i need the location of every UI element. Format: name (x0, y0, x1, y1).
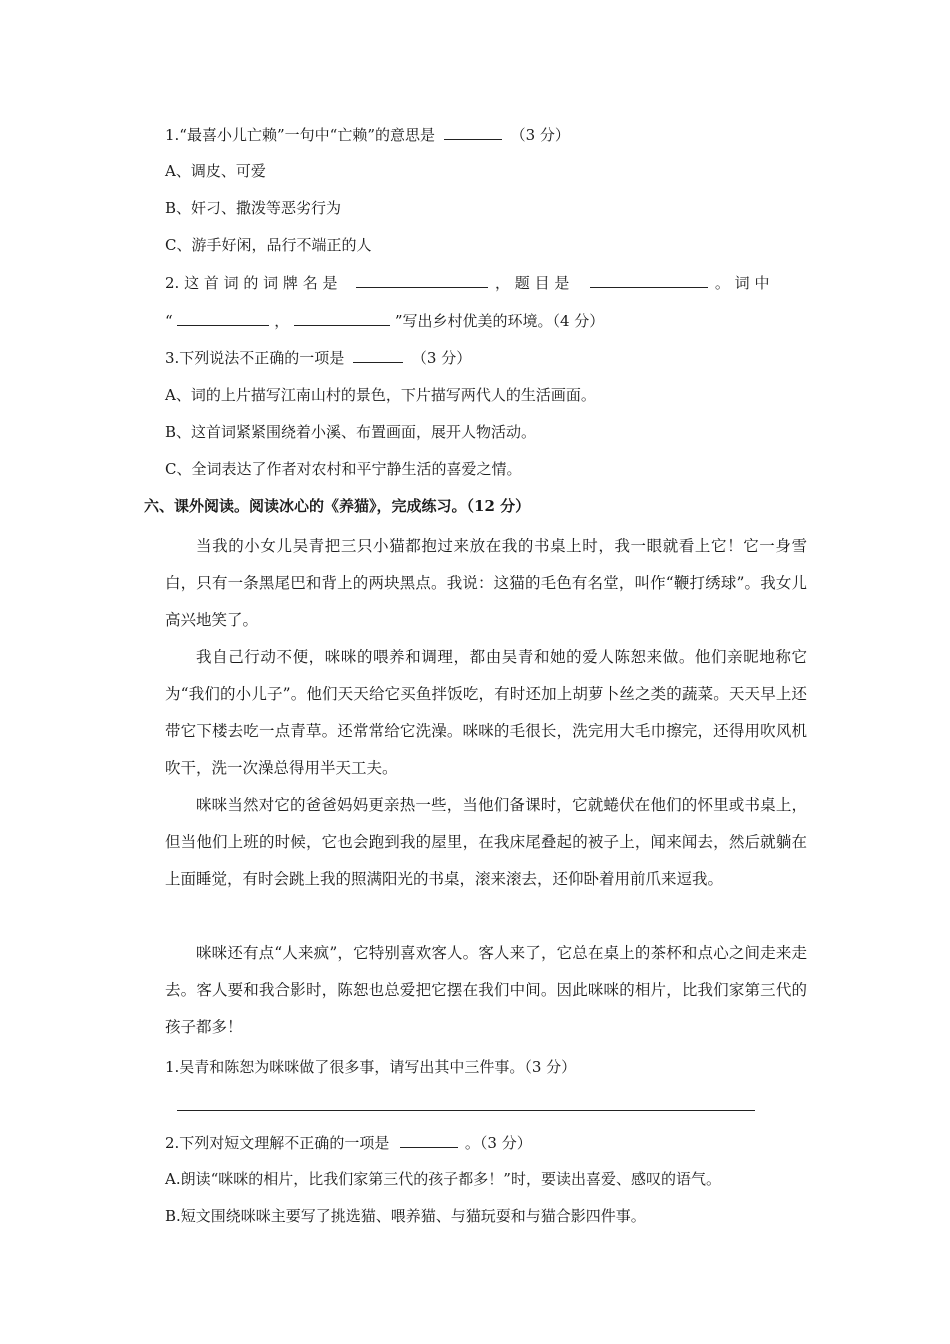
s5-q3-text: 3.下列说法不正确的一项是 (165, 349, 345, 367)
s5-q2-open-quote: “ (165, 312, 173, 330)
s5-q1-text: 1.“最喜小儿亡赖”一句中“亡赖”的意思是 (165, 126, 435, 144)
s5-q2-quote-blank-2[interactable] (294, 310, 390, 326)
s5-q3-option-a: A、词的上片描写江南山村的景色，下片描写两代人的生活画面。 (165, 386, 596, 404)
s5-q2-line2 (165, 310, 604, 331)
s5-q3 (165, 347, 471, 368)
s5-q1-option-b: B、奸刁、撒泼等恶劣行为 (165, 199, 342, 217)
s6-paragraph-4: 咪咪还有点“人来疯”，它特别喜欢客人。客人来了，它总在桌上的茶杯和点心之间走来走去。客人要和我合影时，陈恕也总爱把它摆在我们中间。因此咪咪的相片，比我们家第三代的孩子都多！ (165, 944, 807, 1036)
s5-q1-score: （3 分） (510, 126, 570, 144)
s6-q2-text: 2.下列对短文理解不正确的一项是 (165, 1134, 390, 1152)
s5-q3-score: （3 分） (411, 349, 472, 367)
s6-paragraph-1: 当我的小女儿吴青把三只小猫都抱过来放在我的书桌上时，我一眼就看上它！它一身雪白，只有一条黑尾巴和背上的两块黑点。我说：这猫的毛色有名堂，叫作“鞭打绣球”。我女儿高兴地笑了。 (165, 537, 807, 629)
s6-q2-answer-blank[interactable] (400, 1132, 458, 1148)
s5-q2-tail: ”写出乡村优美的环境。（4 分） (394, 312, 605, 330)
s6-q1: 1.吴青和陈恕为咪咪做了很多事，请写出其中三件事。（3 分） (165, 1058, 577, 1076)
s6-paragraph-3: 咪咪当然对它的爸爸妈妈更亲热一些，当他们备课时，它就蜷伏在他们的怀里或书桌上，但当他们上班的时候，它也会跑到我的屋里，在我床尾叠起的被子上，闻来闻去，然后就躺在上面睡觉，有时会跳上我的照满阳光的书桌，滚来滚去，还仰卧着用前爪来逗我。 (165, 796, 807, 888)
s6-heading: 六、课外阅读。阅读冰心的《养猫》，完成练习。（12 分） (144, 497, 531, 515)
s6-q2-tail: 。（3 分） (464, 1134, 532, 1152)
s6-paragraph-2: 我自己行动不便，咪咪的喂养和调理，都由吴青和她的爱人陈恕来做。他们亲昵地称它为“我们的小儿子”。他们天天给它买鱼拌饭吃，有时还加上胡萝卜丝之类的蔬菜。天天早上还带它下楼去吃一点青草。还常常给它洗澡。咪咪的毛很长，洗完用大毛巾擦完，还得用吹风机吹干，洗一次澡总得用半天工夫。 (165, 648, 807, 777)
s6-q1-answer-line[interactable] (177, 1110, 755, 1111)
s5-q2-comma: ， (274, 312, 290, 330)
s5-q3-option-c: C、全词表达了作者对农村和平宁静生活的喜爱之情。 (165, 460, 522, 478)
s5-q2-quote-blank-1[interactable] (177, 310, 269, 326)
s5-q2-title-blank[interactable] (590, 272, 708, 288)
s5-q1-option-c: C、游手好闲，品行不端正的人 (165, 236, 372, 254)
s6-q2-option-b: B.短文围绕咪咪主要写了挑选猫、喂养猫、与猫玩耍和与猫合影四件事。 (165, 1207, 646, 1225)
s5-q2-part2: ， 题 目 是 (495, 274, 570, 292)
s5-q1-answer-blank[interactable] (444, 124, 502, 140)
s5-q2-line1 (165, 272, 769, 293)
s5-q2-cipaiming-blank[interactable] (356, 272, 488, 288)
s5-q1-option-a: A、调皮、可爱 (165, 162, 266, 180)
s5-q3-option-b: B、这首词紧紧围绕着小溪、布置画面，展开人物活动。 (165, 423, 537, 441)
s6-q2-option-a: A.朗读“咪咪的相片，比我们家第三代的孩子都多！”时，要读出喜爱、感叹的语气。 (165, 1170, 721, 1188)
s5-q3-answer-blank[interactable] (353, 347, 403, 363)
s5-q2-part3: 。 词 中 (714, 274, 770, 292)
s5-q2-part1: 2. 这 首 词 的 词 牌 名 是 (165, 274, 338, 292)
s6-q2 (165, 1132, 532, 1153)
s5-q1 (165, 124, 570, 145)
